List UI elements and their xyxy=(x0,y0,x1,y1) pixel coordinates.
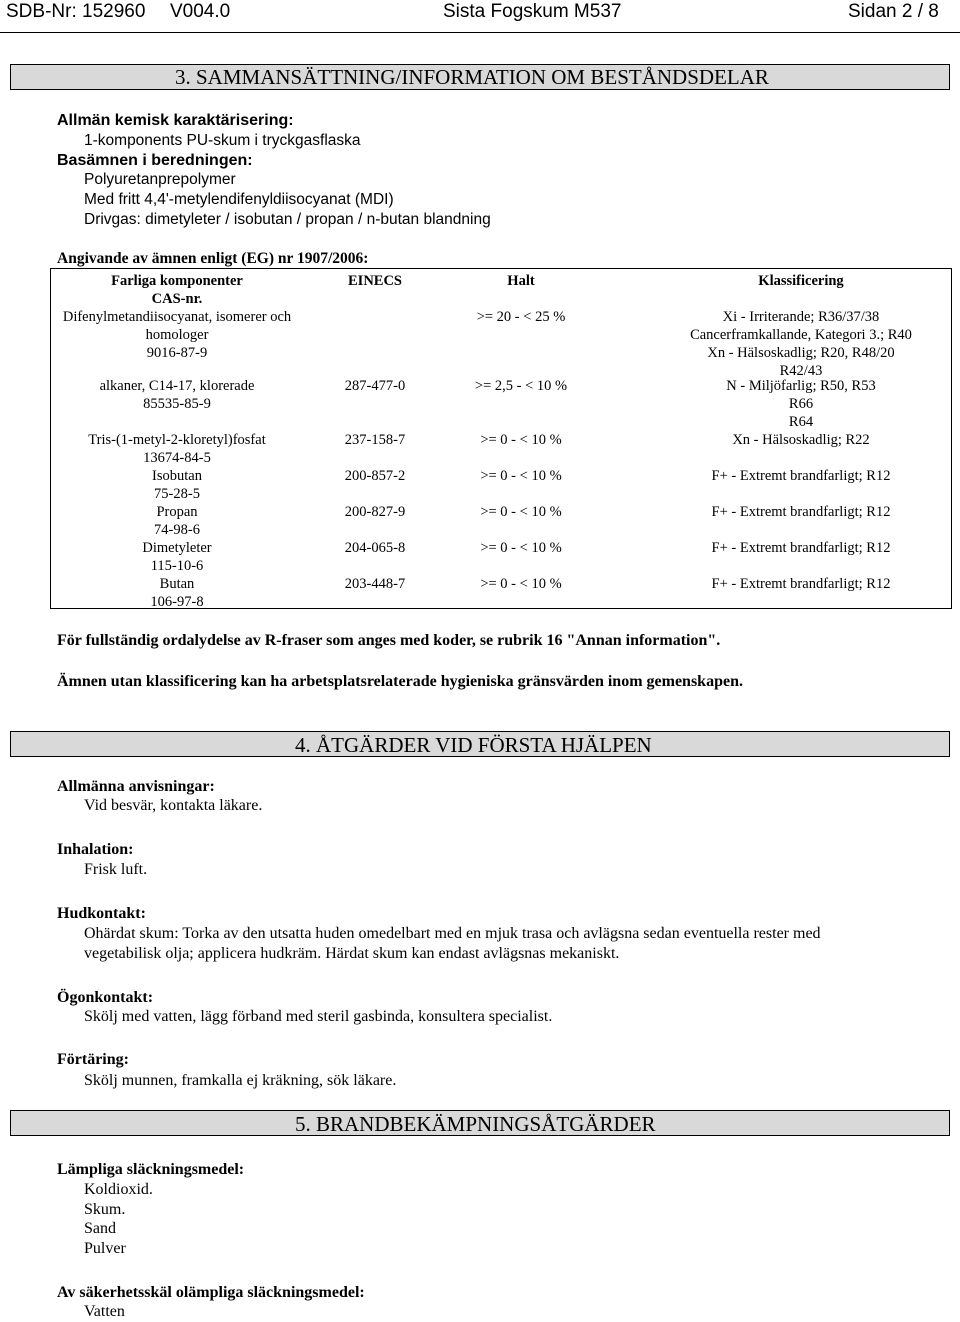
inhalation-label: Inhalation: xyxy=(57,841,134,858)
skin-contact-line: Ohärdat skum: Torka av den utsatta huden omedelbart med en mjuk trasa och avlägsna sedan eventuella rester med xyxy=(84,925,821,942)
general-characterization-text: 1-komponents PU-skum i tryckgasflaska xyxy=(84,132,361,149)
component-name: Tris-(1-metyl-2-kloretyl)fosfat xyxy=(88,432,266,448)
component-name: Propan xyxy=(156,504,198,520)
eye-contact-text: Skölj med vatten, lägg förband med steril gasbinda, konsultera specialist. xyxy=(84,1008,553,1025)
component-name: homologer xyxy=(145,327,209,343)
einecs-number: 203-448-7 xyxy=(344,576,406,592)
ingestion-label: Förtäring: xyxy=(57,1051,129,1068)
page-number: Sidan 2 / 8 xyxy=(848,1,939,22)
einecs-number: 200-827-9 xyxy=(344,504,406,520)
unsuitable-extinguishing-label: Av säkerhetsskäl olämpliga släckningsmedel: xyxy=(57,1284,365,1301)
suitable-extinguishing-label: Lämpliga släckningsmedel: xyxy=(57,1161,245,1178)
component-name: Difenylmetandiisocyanat, isomerer och xyxy=(62,309,292,325)
classification: R42/43 xyxy=(779,363,823,379)
classification: R64 xyxy=(788,414,814,430)
ec-regulation-heading: Angivande av ämnen enligt (EG) nr 1907/2006: xyxy=(57,250,369,267)
einecs-number: 200-857-2 xyxy=(344,468,406,484)
section-3-bar xyxy=(10,64,950,90)
suitable-extinguishing-item: Pulver xyxy=(84,1240,126,1257)
component-name: Isobutan xyxy=(152,468,202,484)
classification: Xi - Irriterande; R36/37/38 xyxy=(722,309,880,325)
classification: N - Miljöfarlig; R50, R53 xyxy=(726,378,876,394)
cas-number: 106-97-8 xyxy=(150,594,204,610)
base-substance-line: Polyuretanprepolymer xyxy=(84,171,236,188)
col-header-halt: Halt xyxy=(507,273,535,289)
col-header-component: Farliga komponenter xyxy=(111,273,243,289)
cas-number: 85535-85-9 xyxy=(143,396,211,412)
hazardous-components-table xyxy=(50,268,952,609)
general-advice-label: Allmänna anvisningar: xyxy=(57,778,215,795)
component-name: alkaner, C14-17, klorerade xyxy=(99,378,255,394)
version: V004.0 xyxy=(170,1,231,22)
eye-contact-label: Ögonkontakt: xyxy=(57,989,154,1006)
skin-contact-label: Hudkontakt: xyxy=(57,905,146,922)
cas-number: 115-10-6 xyxy=(150,558,204,574)
concentration: >= 0 - < 10 % xyxy=(480,504,562,520)
section-5-title: 5. BRANDBEKÄMPNINGSÅTGÄRDER xyxy=(295,1112,656,1136)
classification: F+ - Extremt brandfarligt; R12 xyxy=(711,540,891,556)
base-substance-line: Drivgas: dimetyleter / isobutan / propan / n-butan blandning xyxy=(84,211,491,228)
sdb-number: SDB-Nr: 152960 xyxy=(6,1,146,22)
section-4-bar xyxy=(10,731,950,757)
unsuitable-extinguishing-item: Vatten xyxy=(84,1303,125,1320)
col-header-einecs: EINECS xyxy=(348,273,402,289)
cas-number: 9016-87-9 xyxy=(146,345,208,361)
general-advice-text: Vid besvär, kontakta läkare. xyxy=(84,797,263,814)
concentration: >= 20 - < 25 % xyxy=(476,309,566,325)
unclassified-note: Ämnen utan klassificering kan ha arbetsplatsrelaterade hygieniska gränsvärden inom gemenskapen. xyxy=(57,673,743,690)
base-substances-label: Basämnen i beredningen: xyxy=(57,152,253,169)
component-name: Dimetyleter xyxy=(142,540,212,556)
suitable-extinguishing-item: Koldioxid. xyxy=(84,1181,153,1198)
classification: F+ - Extremt brandfarligt; R12 xyxy=(711,576,891,592)
cas-number: 74-98-6 xyxy=(154,522,200,538)
concentration: >= 0 - < 10 % xyxy=(480,468,562,484)
classification: R66 xyxy=(788,396,814,412)
concentration: >= 0 - < 10 % xyxy=(480,540,562,556)
skin-contact-line: vegetabilisk olja; applicera hudkräm. Härdat skum kan endast avlägsnas mekaniskt. xyxy=(84,945,620,962)
classification: Cancerframkallande, Kategori 3.; R40 xyxy=(690,327,912,343)
einecs-number: 287-477-0 xyxy=(344,378,406,394)
section-3-title: 3. SAMMANSÄTTNING/INFORMATION OM BESTÅNDSDELAR xyxy=(175,65,769,89)
concentration: >= 2,5 - < 10 % xyxy=(474,378,568,394)
section-4-title: 4. ÅTGÄRDER VID FÖRSTA HJÄLPEN xyxy=(295,733,652,757)
ingestion-text: Skölj munnen, framkalla ej kräkning, sök läkare. xyxy=(84,1072,397,1089)
base-substance-line: Med fritt 4,4'-metylendifenyldiisocyanat (MDI) xyxy=(84,191,394,208)
concentration: >= 0 - < 10 % xyxy=(480,576,562,592)
section-5-bar xyxy=(10,1110,950,1136)
general-characterization-label: Allmän kemisk karaktärisering: xyxy=(57,112,294,129)
header-divider xyxy=(0,32,960,33)
classification: Xn - Hälsoskadlig; R22 xyxy=(732,432,870,448)
cas-number: 75-28-5 xyxy=(154,486,200,502)
suitable-extinguishing-item: Sand xyxy=(84,1220,116,1237)
product-name: Sista Fogskum M537 xyxy=(443,1,622,22)
classification: F+ - Extremt brandfarligt; R12 xyxy=(711,504,891,520)
suitable-extinguishing-item: Skum. xyxy=(84,1201,126,1218)
inhalation-text: Frisk luft. xyxy=(84,861,148,878)
col-header-classification: Klassificering xyxy=(758,273,844,289)
col-header-cas: CAS-nr. xyxy=(151,291,203,307)
classification: Xn - Hälsoskadlig; R20, R48/20 xyxy=(707,345,895,361)
concentration: >= 0 - < 10 % xyxy=(480,432,562,448)
cas-number: 13674-84-5 xyxy=(143,450,211,466)
component-name: Butan xyxy=(159,576,195,592)
einecs-number: 237-158-7 xyxy=(344,432,406,448)
einecs-number: 204-065-8 xyxy=(344,540,406,556)
classification: F+ - Extremt brandfarligt; R12 xyxy=(711,468,891,484)
r-phrase-note: För fullständig ordalydelse av R-fraser som anges med koder, se rubrik 16 "Annan information". xyxy=(57,632,721,649)
